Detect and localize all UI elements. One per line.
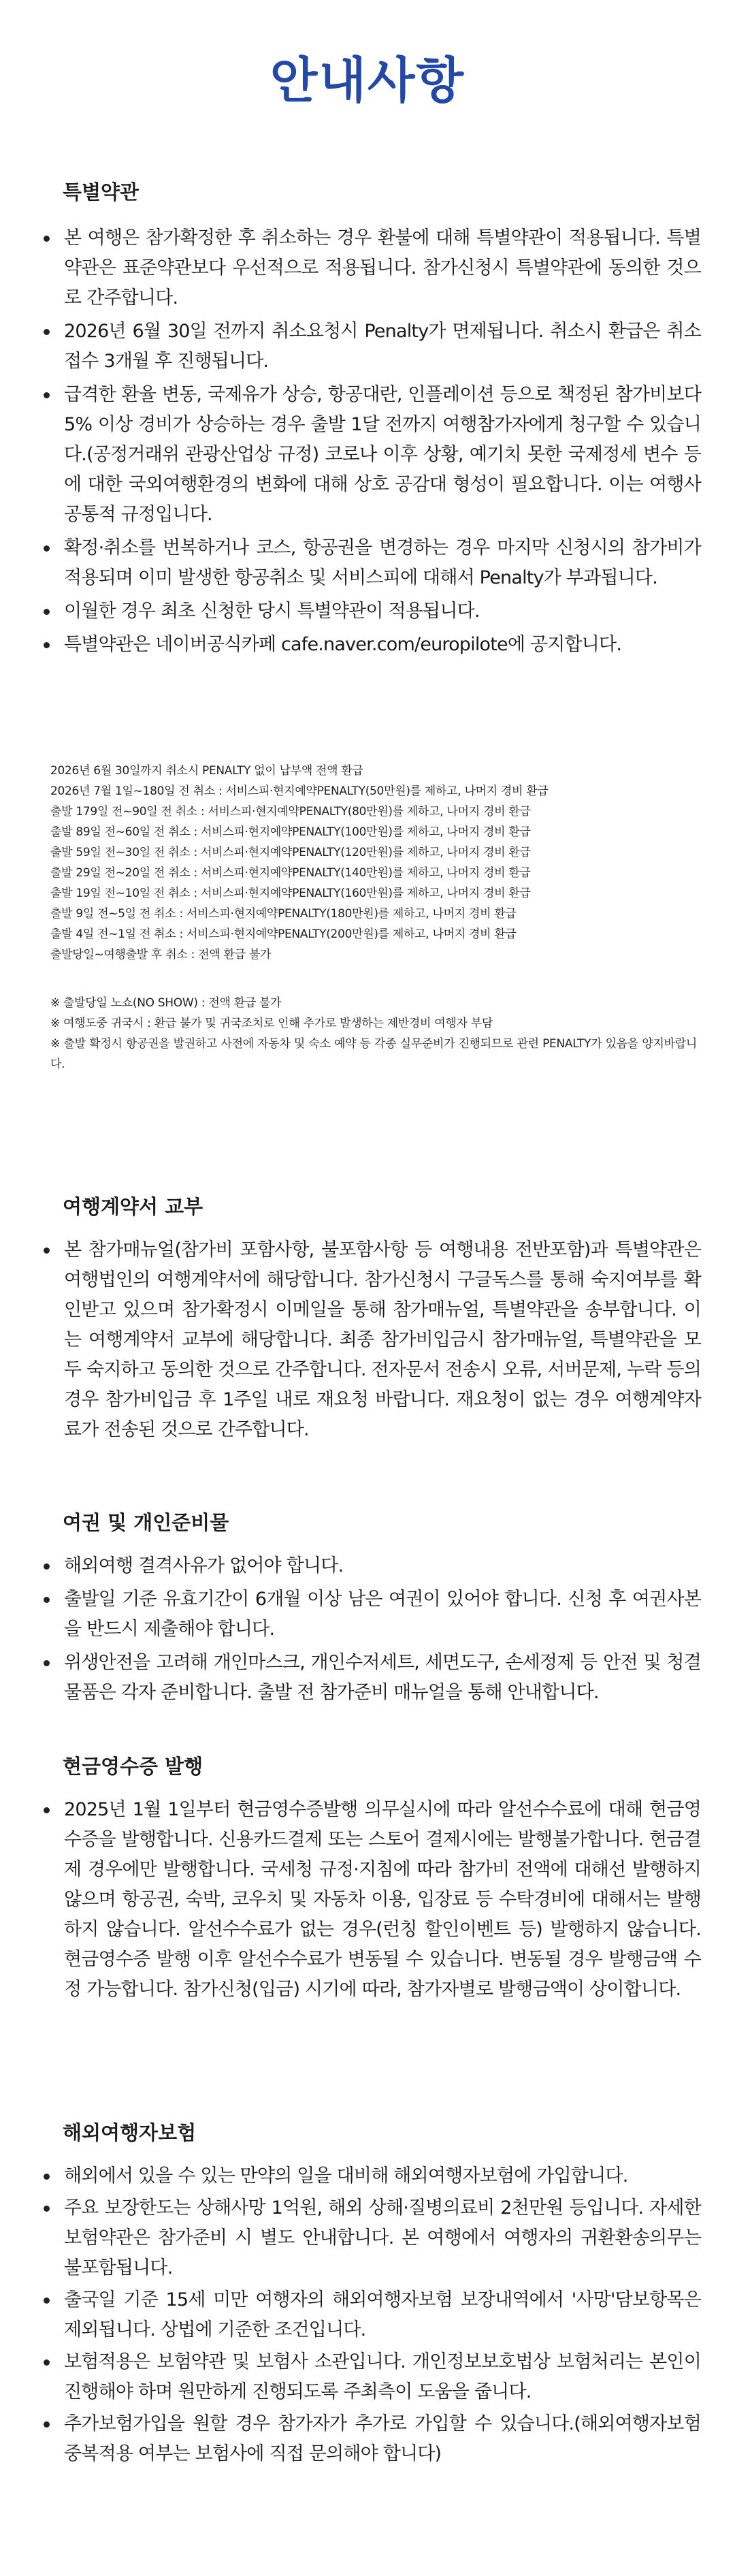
note-line: ※ 여행도중 귀국시 : 환급 불가 및 귀국조치로 인해 추가로 발생하는 제반경비 여행자 부담 [50, 1017, 493, 1030]
section-heading-insurance: 해외여행자보험 [63, 2121, 197, 2144]
contract-list [41, 1235, 701, 1448]
list-item: 해외여행 결격사유가 없어야 합니다. [41, 1551, 701, 1581]
schedule-line: 출발당일~여행출발 후 취소 : 전액 환급 불가 [50, 948, 272, 961]
section-heading-receipt: 현금영수증 발행 [63, 1755, 203, 1778]
schedule-line: 출발 9일 전~5일 전 취소 : 서비스피·현지예약PENALTY(180만원)를 제하고, 나머지 경비 환급 [50, 907, 517, 921]
schedule-line: 출발 179일 전~90일 전 취소 : 서비스피·현지예약PENALTY(80만원)를 제하고, 나머지 경비 환급 [50, 805, 531, 818]
list-item: 위생안전을 고려해 개인마스크, 개인수저세트, 세면도구, 손세정제 등 안전 및 청결물품은 각자 준비합니다. 출발 전 참가준비 매뉴얼을 통해 안내합니다. [41, 1648, 701, 1708]
list-item: 주요 보장한도는 상해사망 1억원, 해외 상해·질병의료비 2천만원 등입니다. 자세한 보험약관은 참가준비 시 별도 안내합니다. 본 여행에서 여행자의 귀환환송의무는 불포함됩니다. [41, 2193, 701, 2283]
page-title: 안내사항 [270, 52, 466, 109]
list-item: 이월한 경우 최초 신청한 당시 특별약관이 적용됩니다. [41, 597, 701, 626]
list-item: 본 참가매뉴얼(참가비 포함사항, 불포함사항 등 여행내용 전반포함)과 특별약관은 여행법인의 여행계약서에 해당합니다. 참가신청시 구글독스를 통해 숙지여부를 확인받고 있으며 참가확정시 이메일을 통해 참가매뉴얼, 특별약관을 송부합니다. 이는 여행계약서 교부에 해당합니다. 최종 참가비입금시 참가매뉴얼, 특별약관을 모두 숙지하고 동의한 것으로 간주합니다. 전자문서 전송시 오류, 서버문제, 누락 등의 경우 참가비입금 후 1주일 내로 재요청 바랍니다. 재요청이 없는 경우 여행계약자료가 전송된 것으로 간주합니다. [41, 1235, 701, 1445]
refund-notes [50, 993, 697, 1075]
insurance-list [41, 2161, 701, 2471]
schedule-line: 출발 29일 전~20일 전 취소 : 서비스피·현지예약PENALTY(140만원)를 제하고, 나머지 경비 환급 [50, 866, 531, 880]
schedule-line: 출발 4일 전~1일 전 취소 : 서비스피·현지예약PENALTY(200만원)를 제하고, 나머지 경비 환급 [50, 927, 517, 941]
list-item: 출국일 기준 15세 미만 여행자의 해외여행자보험 보장내역에서 '사망'담보항목은 제외됩니다. 상법에 기준한 조건입니다. [41, 2285, 701, 2345]
note-line: ※ 출발 확정시 항공권을 발권하고 사전에 자동차 및 숙소 예약 등 각종 실무준비가 진행되므로 관련 PENALTY가 있음을 양지바랍니다. [50, 1037, 697, 1071]
list-item: 추가보험가입을 원할 경우 참가자가 추가로 가입할 수 있습니다.(해외여행자보험 중복적용 여부는 보험사에 직접 문의해야 합니다) [41, 2409, 701, 2469]
list-item: 2025년 1월 1일부터 현금영수증발행 의무실시에 따라 알선수수료에 대해 현금영수증을 발행합니다. 신용카드결제 또는 스토어 결제시에는 발행불가합니다. 현금결제 경우에만 발행합니다. 국세청 규정·지침에 따라 참가비 전액에 대해선 발행하지 않으며 항공권, 숙박, 코우치 및 자동차 이용, 입장료 등 수탁경비에 대해서는 발행하지 않습니다. 알선수수료가 없는 경우(런칭 할인이벤트 등) 발행하지 않습니다. 현금영수증 발행 이후 알선수수료가 변동될 수 있습니다. 변동될 경우 발행금액 수정 가능합니다. 참가신청(입금) 시기에 따라, 참가자별로 발행금액이 상이합니다. [41, 1795, 701, 2005]
schedule-line: 2026년 7월 1일~180일 전 취소 : 서비스피·현지예약PENALTY(50만원)를 제하고, 나머지 경비 환급 [50, 784, 549, 798]
list-item: 본 여행은 참가확정한 후 취소하는 경우 환불에 대해 특별약관이 적용됩니다. 특별약관은 표준약관보다 우선적으로 적용됩니다. 참가신청시 특별약관에 동의한 것으로 간주합니다. [41, 223, 701, 313]
refund-schedule [50, 761, 697, 965]
schedule-line: 출발 59일 전~30일 전 취소 : 서비스피·현지예약PENALTY(120만원)를 제하고, 나머지 경비 환급 [50, 846, 531, 859]
list-item: 2026년 6월 30일 전까지 취소요청시 Penalty가 면제됩니다. 취소시 환급은 취소 접수 3개월 후 진행됩니다. [41, 317, 701, 377]
list-item: 보험적용은 보험약관 및 보험사 소관입니다. 개인정보보호법상 보험처리는 본인이 진행해야 하며 원만하게 진행되도록 주최측이 도움을 줍니다. [41, 2347, 701, 2407]
schedule-line: 출발 19일 전~10일 전 취소 : 서비스피·현지예약PENALTY(160만원)를 제하고, 나머지 경비 환급 [50, 887, 531, 900]
section-heading-special-terms: 특별약관 [63, 180, 140, 204]
section-heading-passport: 여권 및 개인준비물 [63, 1511, 229, 1534]
list-item: 확정·취소를 번복하거나 코스, 항공권을 변경하는 경우 마지막 신청시의 참가비가 적용되며 이미 발생한 항공취소 및 서비스피에 대해서 Penalty가 부과됩니다. [41, 533, 701, 593]
section-heading-contract: 여행계약서 교부 [63, 1195, 203, 1218]
receipt-list [41, 1795, 701, 2008]
list-item: 특별약관은 네이버공식카페 cafe.naver.com/europilote에 공지합니다. [41, 630, 701, 660]
schedule-line: 출발 89일 전~60일 전 취소 : 서비스피·현지예약PENALTY(100만원)를 제하고, 나머지 경비 환급 [50, 825, 531, 839]
passport-list [41, 1551, 701, 1711]
note-line: ※ 출발당일 노쇼(NO SHOW) : 전액 환급 불가 [50, 996, 282, 1010]
schedule-line: 2026년 6월 30일까지 취소시 PENALTY 없이 납부액 전액 환급 [50, 764, 363, 778]
list-item: 해외에서 있을 수 있는 만약의 일을 대비해 해외여행자보험에 가입합니다. [41, 2161, 701, 2191]
list-item: 출발일 기준 유효기간이 6개월 이상 남은 여권이 있어야 합니다. 신청 후 여권사본을 반드시 제출해야 합니다. [41, 1585, 701, 1644]
special-terms-list [41, 223, 701, 663]
list-item: 급격한 환율 변동, 국제유가 상승, 항공대란, 인플레이션 등으로 책정된 참가비보다 5% 이상 경비가 상승하는 경우 출발 1달 전까지 여행참가자에게 청구할 수 있습니다.(공정거래위 관광산업상 규정) 코로나 이후 상황, 예기치 못한 국제정세 변수 등에 대한 국외여행환경의 변화에 대해 상호 공감대 형성이 필요합니다. 이는 여행사 공통적 규정입니다. [41, 380, 701, 530]
